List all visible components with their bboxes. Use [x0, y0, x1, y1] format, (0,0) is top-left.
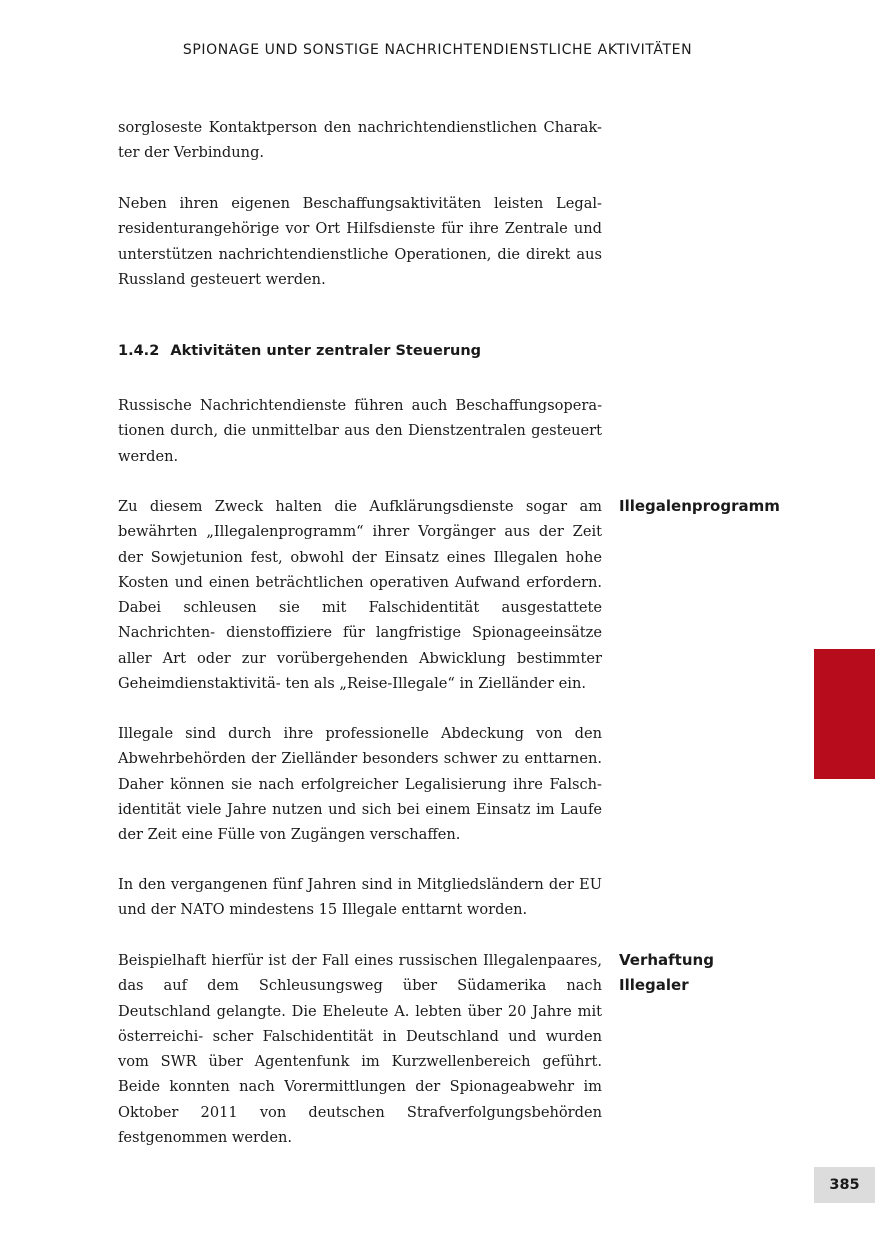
section-heading: [118, 343, 481, 359]
paragraph-1: sorgloseste Kontaktperson den nachrichtendienstlichen Charak- ter der Verbindung.: [118, 119, 602, 162]
margin-note-illegalenprogramm-text: Illegalenprogramm: [619, 497, 780, 515]
margin-note-verhaftung: [619, 948, 714, 999]
paragraph-2: Neben ihren eigenen Beschaffungsaktivitäten leisten Legal- residenturangehörige vor Ort Hilfsdienste für ihre Zentrale und unterstützen nachrichtendienstliche Operationen, die direkt aus Russland gesteuert werden.: [118, 195, 602, 288]
paragraph-3: Russische Nachrichtendienste führen auch Beschaffungsopera- tionen durch, die unmittelbar aus den Dienstzentralen gesteuert werden.: [118, 397, 602, 465]
chapter-tab-marker: [814, 649, 875, 779]
margin-note-verhaftung-line2: Illegaler: [619, 976, 689, 995]
margin-note-illegalenprogramm: [619, 494, 780, 519]
page-number: 385: [814, 1167, 875, 1203]
paragraph-6: In den vergangenen fünf Jahren sind in Mitgliedsländern der EU und der NATO mindestens 15 Illegale enttarnt worden.: [118, 876, 602, 919]
running-head: SPIONAGE UND SONSTIGE NACHRICHTENDIENSTLICHE AKTIVITÄTEN: [182, 42, 693, 58]
section-number: 1.4.2: [118, 343, 160, 359]
paragraph-7: Beispielhaft hierfür ist der Fall eines russischen Illegalenpaares, das auf dem Schleusungsweg über Südamerika nach Deutschland gelangte. Die Eheleute A. lebten über 20 Jahre mit österreichi- scher Falschidentität in Deutschland und wurden vom SWR über Agentenfunk im Kurzwellenbereich geführt. Beide konnten nach Vorermittlungen der Spionageabwehr im Oktober 2011 von deutschen Strafverfolgungsbehörden festgenommen werden.: [118, 952, 602, 1147]
paragraph-4: Zu diesem Zweck halten die Aufklärungsdienste sogar am bewährten „Illegalenprogramm“ ihrer Vorgänger aus der Zeit der Sowjetunion fest, obwohl der Einsatz eines Illegalen hohe Kosten und einen beträchtlichen operativen Aufwand erfordern. Dabei schleusen sie mit Falschidentität ausgestattete Nachrichten- dienstoffiziere für langfristige Spionageeinsätze aller Art oder zur vorübergehenden Abwicklung bestimmter Geheimdienstaktivitä- ten als „Reise-Illegale“ in Zielländer ein.: [118, 498, 602, 693]
margin-note-verhaftung-line1: Verhaftung: [619, 951, 714, 969]
section-title: Aktivitäten unter zentraler Steuerung: [170, 343, 482, 359]
paragraph-5: Illegale sind durch ihre professionelle Abdeckung von den Abwehrbehörden der Zielländer besonders schwer zu enttarnen. Daher können sie nach erfolgreicher Legalisierung ihre Falsch- identität viele Jahre nutzen und sich bei einem Einsatz im Laufe der Zeit eine Fülle von Zugängen verschaffen.: [118, 725, 602, 844]
